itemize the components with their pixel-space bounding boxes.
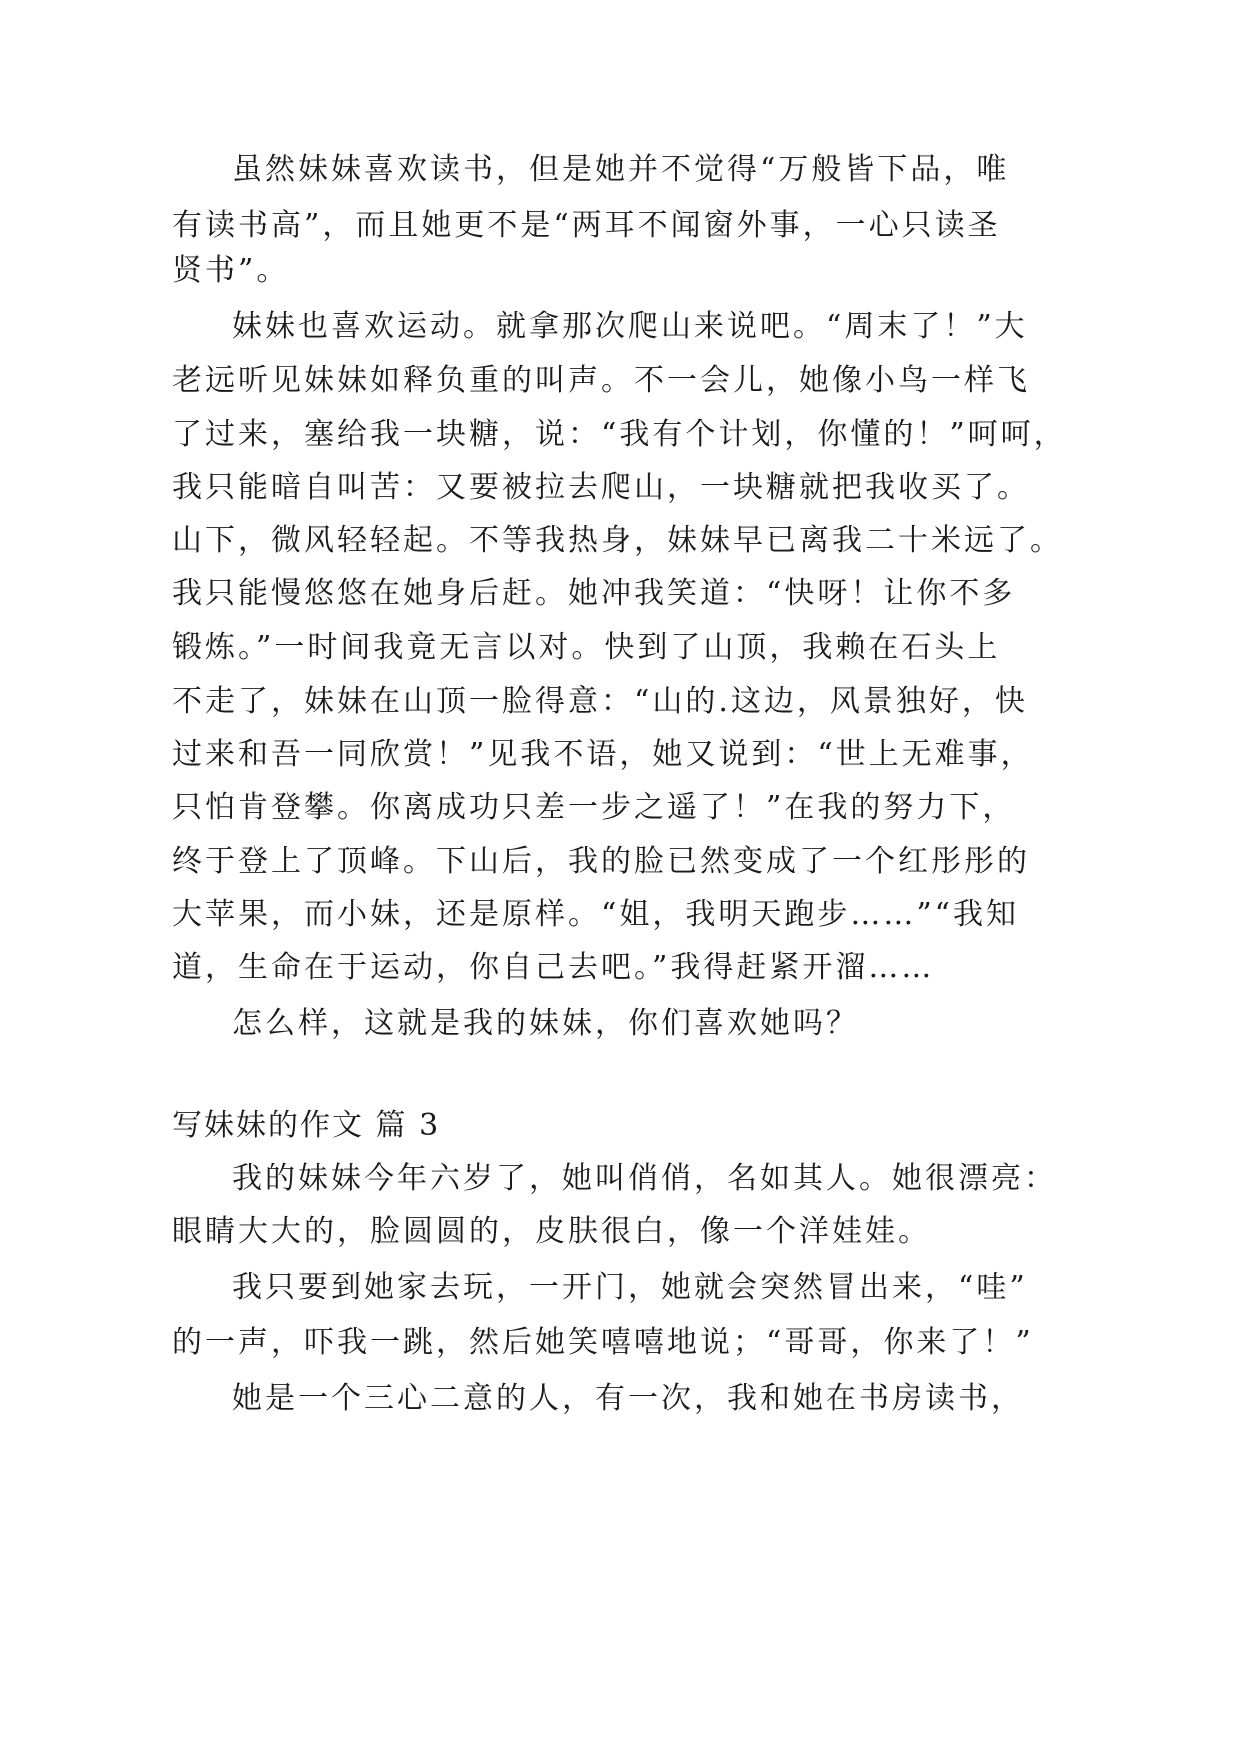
text-line: 山下，微风轻轻起。不等我热身，妹妹早已离我二十米远了。 [172, 523, 1063, 558]
text-line: 道，生命在于运动，你自己去吧。”我得赶紧开溜…… [172, 950, 935, 985]
text-line: 虽然妹妹喜欢读书，但是她并不觉得“万般皆下品，唯 [232, 152, 1010, 187]
text-line: 只怕肯登攀。你离成功只差一步之遥了！”在我的努力下， [172, 790, 1016, 825]
text-line: 我只能暗自叫苦：又要被拉去爬山，一块糖就把我收买了。 [172, 470, 1030, 505]
text-line: 怎么样，这就是我的妹妹，你们喜欢她吗？ [232, 1006, 859, 1041]
text-line: 不走了，妹妹在山顶一脸得意：“山的.这边，风景独好，快 [172, 684, 1028, 719]
text-line: 她是一个三心二意的人，有一次，我和她在书房读书， [232, 1381, 1024, 1416]
text-line: 了过来，塞给我一块糖，说：“我有个计划，你懂的！”呵呵， [172, 417, 1067, 452]
text-line: 老远听见妹妹如释负重的叫声。不一会儿，她像小鸟一样飞 [172, 363, 1030, 398]
text-line: 眼睛大大的，脸圆圆的，皮肤很白，像一个洋娃娃。 [172, 1214, 931, 1249]
text-line: 过来和吾一同欣赏！”见我不语，她又说到：“世上无难事， [172, 737, 1034, 772]
text-line: 我只能慢悠悠在她身后赶。她冲我笑道：“快呀！让你不多 [172, 576, 1016, 611]
text-line: 大苹果，而小妹，还是原样。“姐，我明天跑步……”“我知 [172, 897, 1020, 932]
text-line: 终于登上了顶峰。下山后，我的脸已然变成了一个红彤彤的 [172, 844, 1030, 879]
section-heading: 写妹妹的作文 篇 3 [172, 1108, 441, 1143]
text-line: 我的妹妹今年六岁了，她叫俏俏，名如其人。她很漂亮： [232, 1161, 1057, 1196]
text-line: 有读书高”，而且她更不是“两耳不闻窗外事，一心只读圣 [172, 208, 1001, 243]
text-line: 的一声，吓我一跳，然后她笑嘻嘻地说；“哥哥，你来了！” [172, 1325, 1034, 1360]
text-line: 妹妹也喜欢运动。就拿那次爬山来说吧。“周末了！”大 [232, 309, 1028, 344]
text-line: 锻炼。”一时间我竟无言以对。快到了山顶，我赖在石头上 [172, 630, 1001, 665]
text-line: 我只要到她家去玩，一开门，她就会突然冒出来，“哇” [232, 1270, 1028, 1305]
text-line: 贤书”。 [172, 253, 290, 288]
